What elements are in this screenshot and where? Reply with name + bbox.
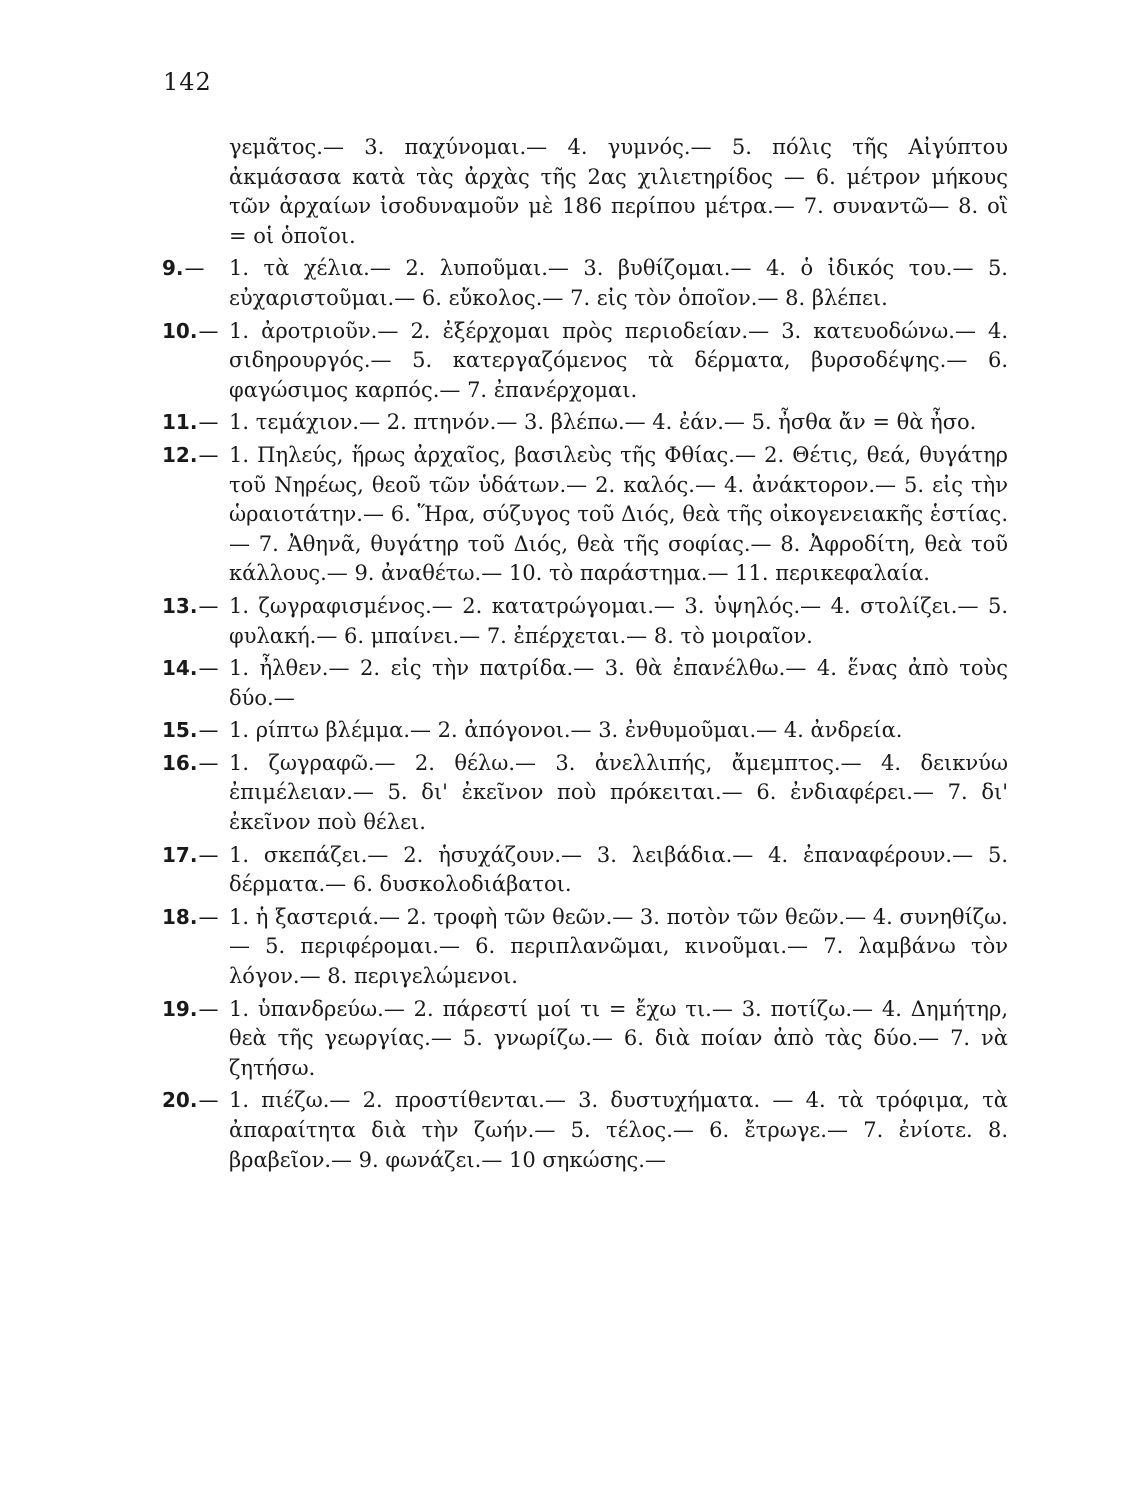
entry-number: 17.—: [162, 842, 219, 867]
page-number: 142: [163, 68, 212, 96]
entry-number: 14.—: [162, 656, 219, 681]
entry-text: γεμᾶτος.— 3. παχύνομαι.— 4. γυμνός.— 5. πόλις τῆς Αἰγύπτου ἀκμάσασα κατὰ τὰς ἀρχὰς τῆς 2ας χιλιετηρίδος — 6. μέτρον μήκους τῶν ἀρχαίων ἰσοδυναμοῦν μὲ 186 περίπου μέτρα.— 7. συναντῶ— 8. οἳ = οἱ ὁποῖοι.: [229, 135, 1008, 248]
glossary-entry-20: [162, 1086, 1008, 1175]
entry-text: 1. τεμάχιον.— 2. πτηνόν.— 3. βλέπω.— 4. ἐάν.— 5. ἦσθα ἄν = θὰ ἦσο.: [229, 410, 977, 435]
glossary-entry-16: [162, 749, 1008, 838]
entry-number: 18.—: [162, 904, 219, 929]
entry-number: 11.—: [162, 410, 219, 435]
glossary-entry-10: [162, 317, 1008, 406]
glossary-entry-13: [162, 592, 1008, 651]
entry-text: 1. ἀροτριοῦν.— 2. ἐξέρχομαι πρὸς περιοδείαν.— 3. κατευοδώνω.— 4. σιδηρουργός.— 5. κατεργαζόμενος τὰ δέρματα, βυρσοδέψης.— 6. φαγώσιμος καρπός.— 7. ἐπανέρχομαι.: [229, 318, 1008, 402]
entry-text: 1. ὑπανδρεύω.— 2. πάρεστί μοί τι = ἔχω τι.— 3. ποτίζω.— 4. Δημήτηρ, θεὰ τῆς γεωργίας.— 5. γνωρίζω.— 6. διὰ ποίαν ἀπὸ τὰς δύο.— 7. νὰ ζητήσω.: [229, 996, 1008, 1080]
glossary-entry-19: [162, 995, 1008, 1084]
entry-number: 9.—: [162, 256, 205, 281]
entry-number: 10.—: [162, 318, 219, 343]
entry-text: 1. Πηλεύς, ἥρως ἀρχαῖος, βασιλεὺς τῆς Φθίας.— 2. Θέτις, θεά, θυγάτηρ τοῦ Νηρέως, θεοῦ τῶν ὑδάτων.— 2. καλός.— 4. ἀνάκτορον.— 5. εἰς τὴν ὡραιοτάτην.— 6. Ἥρα, σύζυγος τοῦ Διός, θεὰ τῆς οἰκογενειακῆς ἑστίας.— 7. Ἀθηνᾶ, θυγάτηρ τοῦ Διός, θεὰ τῆς σοφίας.— 8. Ἀφροδίτη, θεὰ τοῦ κάλλους.— 9. ἀναθέτω.— 10. τὸ παράστημα.— 11. περικεφαλαία.: [229, 442, 1008, 586]
entry-text: 1. ἡ ξαστεριά.— 2. τροφὴ τῶν θεῶν.— 3. ποτὸν τῶν θεῶν.— 4. συνηθίζω.— 5. περιφέρομαι.— 6. περιπλανῶμαι, κινοῦμαι.— 7. λαμβάνω τὸν λόγον.— 8. περιγελώμενοι.: [229, 904, 1008, 989]
entry-number: 13.—: [162, 593, 219, 618]
glossary-entry-15: [162, 716, 1008, 746]
entry-number: 15.—: [162, 718, 219, 743]
entry-number: 16.—: [162, 750, 219, 775]
glossary-entry-17: [162, 841, 1008, 900]
entry-text: 1. πιέζω.— 2. προστίθενται.— 3. δυστυχήματα. — 4. τὰ τρόφιμα, τὰ ἀπαραίτητα διὰ τὴν ζωήν.— 5. τέλος.— 6. ἔτρωγε.— 7. ἐνίοτε. 8. βραβεῖον.— 9. φωνάζει.— 10 σηκώσης.—: [229, 1088, 1008, 1172]
entry-number: 19.—: [162, 996, 219, 1021]
entry-text: 1. ἦλθεν.— 2. εἰς τὴν πατρίδα.— 3. θὰ ἐπανέλθω.— 4. ἕνας ἀπὸ τοὺς δύο.—: [229, 656, 1008, 710]
entry-number: 20.—: [162, 1088, 219, 1113]
entry-text: 1. ζωγραφῶ.— 2. θέλω.— 3. ἀνελλιπής, ἄμεμπτος.— 4. δεικνύω ἐπιμέλειαν.— 5. δι' ἐκεῖνον ποὺ πρόκειται.— 6. ἐνδιαφέρει.— 7. δι' ἐκεῖνον ποὺ θέλει.: [229, 750, 1008, 835]
glossary-entry-12: [162, 441, 1008, 589]
glossary-entry-9: [162, 254, 1008, 313]
glossary-content: [162, 133, 1008, 1175]
glossary-entry-14: [162, 654, 1008, 713]
glossary-entry-11: [162, 408, 1008, 438]
entry-text: 1. σκεπάζει.— 2. ἡσυχάζουν.— 3. λειβάδια.— 4. ἐπαναφέρουν.— 5. δέρματα.— 6. δυσκολοδιάβατοι.: [229, 842, 1008, 897]
entry-text: 1. ζωγραφισμένος.— 2. κατατρώγομαι.— 3. ὑψηλός.— 4. στολίζει.— 5. φυλακή.— 6. μπαίνει.— 7. ἐπέρχεται.— 8. τὸ μοιραῖον.: [229, 593, 1008, 648]
glossary-entry-18: [162, 903, 1008, 992]
entry-number: 12.—: [162, 442, 219, 467]
glossary-entry-continued: [162, 133, 1008, 251]
entry-text: 1. ρίπτω βλέμμα.— 2. ἀπόγονοι.— 3. ἐνθυμοῦμαι.— 4. ἀνδρεία.: [229, 718, 903, 743]
entry-text: 1. τὰ χέλια.— 2. λυποῦμαι.— 3. βυθίζομαι.— 4. ὁ ἰδικός του.— 5. εὐχαριστοῦμαι.— 6. εὔκολος.— 7. εἰς τὸν ὁποῖον.— 8. βλέπει.: [229, 256, 1008, 310]
